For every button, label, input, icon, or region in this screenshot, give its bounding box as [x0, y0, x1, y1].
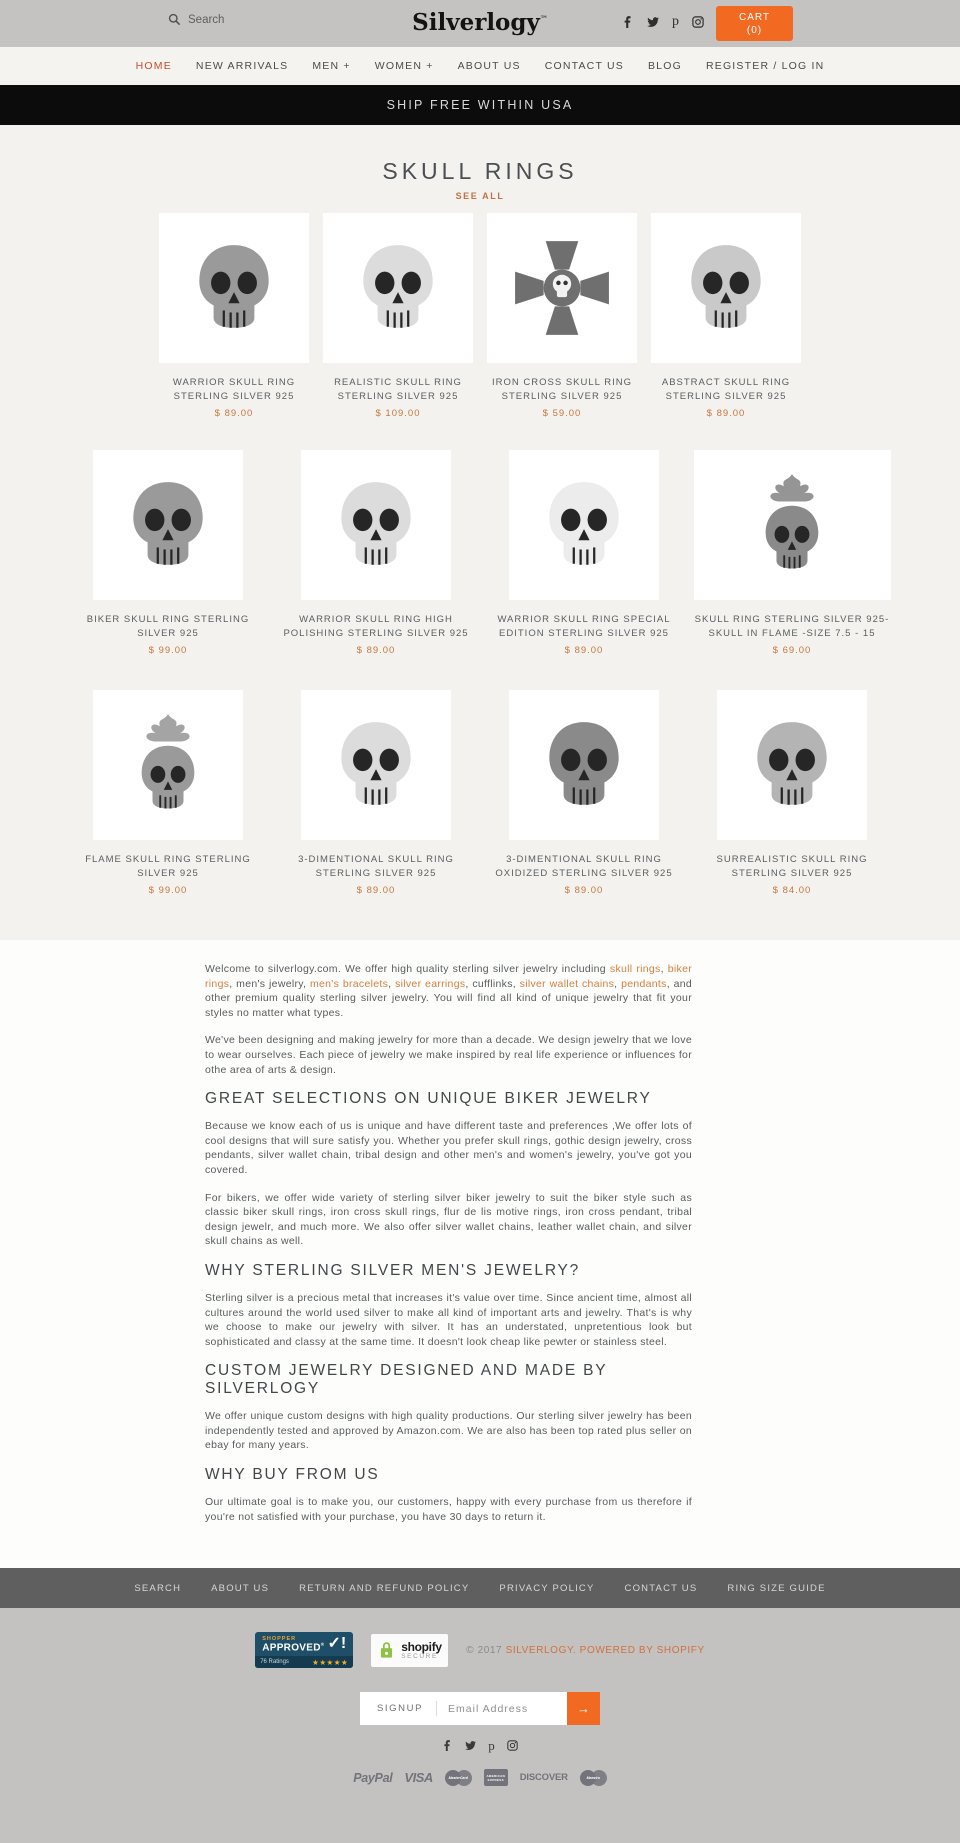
- skull-ring-photo: [533, 714, 635, 816]
- registered-symbol: ®: [320, 1641, 325, 1647]
- product-image[interactable]: [301, 690, 451, 840]
- link-silver-wallet-chains[interactable]: silver wallet chains: [519, 977, 615, 990]
- visa-icon: VISA: [404, 1770, 433, 1786]
- link-mens-bracelets[interactable]: men's bracelets: [309, 977, 389, 990]
- header-social-icons: [622, 16, 704, 28]
- nav-home[interactable]: HOME: [135, 60, 172, 72]
- product-price: $ 89.00: [356, 885, 396, 896]
- link-skull-rings[interactable]: skull rings: [609, 963, 661, 975]
- product-price: $ 89.00: [564, 645, 604, 656]
- newsletter-signup: [360, 1692, 600, 1725]
- product-title[interactable]: SURREALISTIC SKULL RING STERLING SILVER 925: [716, 854, 868, 879]
- product-card: [68, 690, 268, 896]
- about-paragraph: We've been designing and making jewelry for more than a decade. We design jewelry that we love to wear ourselves. Each piece of jewelry we make inspired by real life experience or influences for othe area of arts & design.: [205, 1034, 692, 1076]
- nav-women[interactable]: WOMEN +: [374, 60, 434, 72]
- shopify-secure-badge[interactable]: shopify SECURE: [371, 1634, 448, 1667]
- product-price: $ 89.00: [706, 408, 746, 419]
- product-title[interactable]: BIKER SKULL RING STERLING SILVER 925: [86, 614, 250, 639]
- product-card: [484, 450, 684, 656]
- payment-methods: [0, 1769, 960, 1786]
- powered-by-shopify-link[interactable]: SILVERLOGY. POWERED BY SHOPIFY: [505, 1644, 705, 1656]
- pinterest-icon[interactable]: p: [488, 1738, 495, 1754]
- mastercard-icon: MasterCard: [445, 1769, 472, 1786]
- product-title[interactable]: FLAME SKULL RING STERLING SILVER 925: [85, 854, 251, 879]
- see-all-link[interactable]: SEE ALL: [455, 191, 505, 201]
- footer-link-privacy-policy[interactable]: PRIVACY POLICY: [499, 1582, 595, 1594]
- product-image[interactable]: [301, 450, 451, 600]
- heading-why-buy: WHY BUY FROM US: [205, 1466, 380, 1484]
- product-image[interactable]: [159, 213, 309, 363]
- skull-ring-photo: [117, 474, 219, 576]
- footer-social-icons: [0, 1738, 960, 1754]
- selections-paragraph-2: For bikers, we offer wide variety of sterling silver biker jewelry to suit the biker style such as classic biker skull rings, iron cross skull rings, flur de lis motive rings, iron cross pendant, tribal design jewelr, and much more. We also offer silver wallet chains, leather wallet chain, and silver skull chains as well.: [205, 1191, 692, 1248]
- about-content-section: [0, 940, 960, 1568]
- product-card: [276, 690, 476, 896]
- product-price: $ 84.00: [772, 885, 812, 896]
- heading-why-sterling-silver: WHY STERLING SILVER MEN'S JEWELRY?: [205, 1261, 581, 1279]
- product-title[interactable]: SKULL RING STERLING SILVER 925- SKULL IN FLAME -SIZE 7.5 - 15: [694, 614, 890, 639]
- discover-icon: DISCOVER: [519, 1772, 568, 1784]
- product-title[interactable]: WARRIOR SKULL RING HIGH POLISHING STERLING SILVER 925: [283, 614, 469, 639]
- product-row-2: [0, 450, 960, 690]
- footer-lower: [0, 1608, 960, 1843]
- pinterest-icon[interactable]: p: [672, 14, 679, 29]
- product-price: $ 99.00: [148, 885, 188, 896]
- flame-skull-ring-photo: [725, 474, 859, 576]
- product-title[interactable]: 3-DIMENTIONAL SKULL RING OXIDIZED STERLING SILVER 925: [495, 854, 673, 879]
- product-card: [692, 690, 892, 896]
- signup-label: SIGNUP: [377, 1703, 424, 1715]
- cart-button[interactable]: CART (0): [716, 6, 793, 41]
- product-card: [323, 213, 474, 419]
- product-card: [487, 213, 638, 419]
- skull-ring-photo: [183, 237, 285, 339]
- ratings-count: 76 Ratings: [260, 1659, 289, 1666]
- star-rating: ★★★★★: [312, 1657, 349, 1667]
- product-image[interactable]: [717, 690, 867, 840]
- product-image[interactable]: [694, 450, 891, 600]
- product-card: [68, 450, 268, 656]
- instagram-icon[interactable]: [692, 16, 704, 28]
- skull-ring-photo: [347, 237, 449, 339]
- product-price: $ 99.00: [148, 645, 188, 656]
- product-title[interactable]: IRON CROSS SKULL RING STERLING SILVER 925: [492, 377, 632, 402]
- copyright-text: © 2017 SILVERLOGY. POWERED BY SHOPIFY: [466, 1644, 705, 1656]
- link-biker-rings[interactable]: biker rings: [205, 963, 693, 990]
- nav-about-us[interactable]: ABOUT US: [457, 60, 521, 72]
- maestro-icon: Maestro: [580, 1769, 607, 1786]
- skull-ring-photo: [325, 714, 427, 816]
- twitter-icon[interactable]: [647, 16, 659, 28]
- product-image[interactable]: [651, 213, 801, 363]
- product-image[interactable]: [93, 450, 243, 600]
- nav-new-arrivals[interactable]: NEW ARRIVALS: [195, 60, 289, 72]
- product-card: [159, 213, 310, 419]
- footer-link-return-policy[interactable]: RETURN AND REFUND POLICY: [299, 1582, 470, 1594]
- custom-jewelry-paragraph: We offer unique custom designs with high quality productions. Our sterling silver jewelry has been independently tested and approved by Amazon.com. We are also has been top rated plus seller on ebay for many years.: [205, 1410, 692, 1452]
- iron-cross-ring-photo: [511, 237, 613, 339]
- nav-blog[interactable]: BLOG: [647, 60, 682, 72]
- product-card: [651, 213, 802, 419]
- footer-link-search[interactable]: SEARCH: [134, 1582, 182, 1594]
- top-header: [0, 0, 960, 47]
- arrow-right-icon: →: [577, 1701, 590, 1717]
- heading-custom-jewelry: CUSTOM JEWELRY DESIGNED AND MADE BY SILVERLOGY: [205, 1362, 608, 1398]
- product-row-3: [0, 690, 960, 896]
- main-navigation: [0, 47, 960, 85]
- twitter-icon[interactable]: [465, 1740, 476, 1751]
- heading-great-selections: GREAT SELECTIONS ON UNIQUE BIKER JEWELRY: [205, 1090, 652, 1108]
- product-card: [484, 690, 684, 896]
- product-price: $ 89.00: [214, 408, 254, 419]
- footer-links-bar: [0, 1568, 960, 1608]
- footer-link-contact-us[interactable]: CONTACT US: [624, 1582, 698, 1594]
- product-image[interactable]: [509, 690, 659, 840]
- lock-icon: [377, 1641, 396, 1660]
- shopper-approved-badge[interactable]: SHOPPER APPROVED® ✓! 76 Ratings ★★★★★: [255, 1632, 353, 1668]
- facebook-icon[interactable]: [622, 16, 634, 28]
- product-image[interactable]: [487, 213, 637, 363]
- link-pendants[interactable]: pendants: [621, 977, 667, 990]
- link-silver-earrings[interactable]: silver earrings: [395, 977, 466, 990]
- skull-rings-collection: [0, 125, 960, 940]
- product-title[interactable]: 3-DIMENTIONAL SKULL RING STERLING SILVER 925: [298, 854, 454, 879]
- product-card: [276, 450, 476, 656]
- skull-ring-photo: [325, 474, 427, 576]
- selections-paragraph-1: Because we know each of us is unique and have different taste and preferences ,We offer lots of cool designs that will sure satisfy you. Whether you prefer skull rings, gothic design jewelry, cross pendants, silver wallet chain, tribal design and other men's and women's jewelry, you've got you covered.: [205, 1120, 692, 1176]
- product-price: $ 89.00: [356, 645, 396, 656]
- amex-icon: AMERICAN EXPRESS: [484, 1769, 508, 1786]
- why-buy-paragraph: Our ultimate goal is to make you, our customers, happy with every purchase from us therefore if you're not satisfied with your purchase, you have 30 days to return it.: [205, 1496, 692, 1523]
- footer-link-about-us[interactable]: ABOUT US: [211, 1582, 270, 1594]
- product-price: $ 109.00: [375, 408, 421, 419]
- product-card: [692, 450, 892, 656]
- collection-title: SKULL RINGS: [382, 158, 578, 184]
- signup-submit-button[interactable]: [567, 1692, 600, 1725]
- intro-paragraph: Welcome to silverlogy.com. We offer high quality sterling silver jewelry including skull rings, biker rings, men's jewelry, men's bracelets, silver earrings, cufflinks, silver wallet chains, pendants, and other premium quality sterling silver jewelry. You will find all kind of unique jewelry that fit your styles no matter what types.: [205, 963, 693, 1019]
- product-title[interactable]: WARRIOR SKULL RING STERLING SILVER 925: [172, 377, 296, 402]
- product-image[interactable]: [93, 690, 243, 840]
- skull-ring-photo: [675, 237, 777, 339]
- product-price: $ 69.00: [772, 645, 812, 656]
- product-title[interactable]: WARRIOR SKULL RING SPECIAL EDITION STERLING SILVER 925: [497, 614, 671, 639]
- product-image[interactable]: [323, 213, 473, 363]
- checkmark-icon: ✓!: [327, 1635, 347, 1653]
- nav-contact-us[interactable]: CONTACT US: [544, 60, 624, 72]
- flame-skull-ring-photo: [117, 714, 219, 816]
- sterling-silver-paragraph: Sterling silver is a precious metal that increases it's value over time. Since ancient time, almost all cultures around the world used silver to make all kind of important arts and jewelry. That's is why we choose to make our jewelry with silver. It has an understated, unpretentious look but sophisticated and classy at the same time. It doesn't look cheap like pewter or stainless steel.: [205, 1291, 692, 1348]
- product-price: $ 89.00: [564, 885, 604, 896]
- footer: [0, 1568, 960, 1843]
- product-title[interactable]: ABSTRACT SKULL RING STERLING SILVER 925: [661, 377, 791, 402]
- facebook-icon[interactable]: [442, 1740, 453, 1751]
- free-shipping-banner: SHIP FREE WITHIN USA: [0, 85, 960, 125]
- footer-link-ring-size-guide[interactable]: RING SIZE GUIDE: [727, 1582, 826, 1594]
- site-logo[interactable]: Silverlogy™: [412, 9, 548, 36]
- skull-ring-photo: [533, 474, 635, 576]
- product-price: $ 59.00: [542, 408, 582, 419]
- nav-men[interactable]: MEN +: [312, 60, 351, 72]
- trademark-symbol: ™: [539, 14, 548, 24]
- skull-ring-photo: [741, 714, 843, 816]
- product-image[interactable]: [509, 450, 659, 600]
- email-input[interactable]: [437, 1703, 567, 1715]
- nav-register-login[interactable]: REGISTER / LOG IN: [705, 60, 825, 72]
- product-title[interactable]: REALISTIC SKULL RING STERLING SILVER 925: [334, 377, 462, 402]
- cart-count: (0): [746, 24, 763, 36]
- paypal-icon: PayPal: [353, 1770, 393, 1785]
- product-row-1: [0, 213, 960, 450]
- instagram-icon[interactable]: [507, 1740, 518, 1751]
